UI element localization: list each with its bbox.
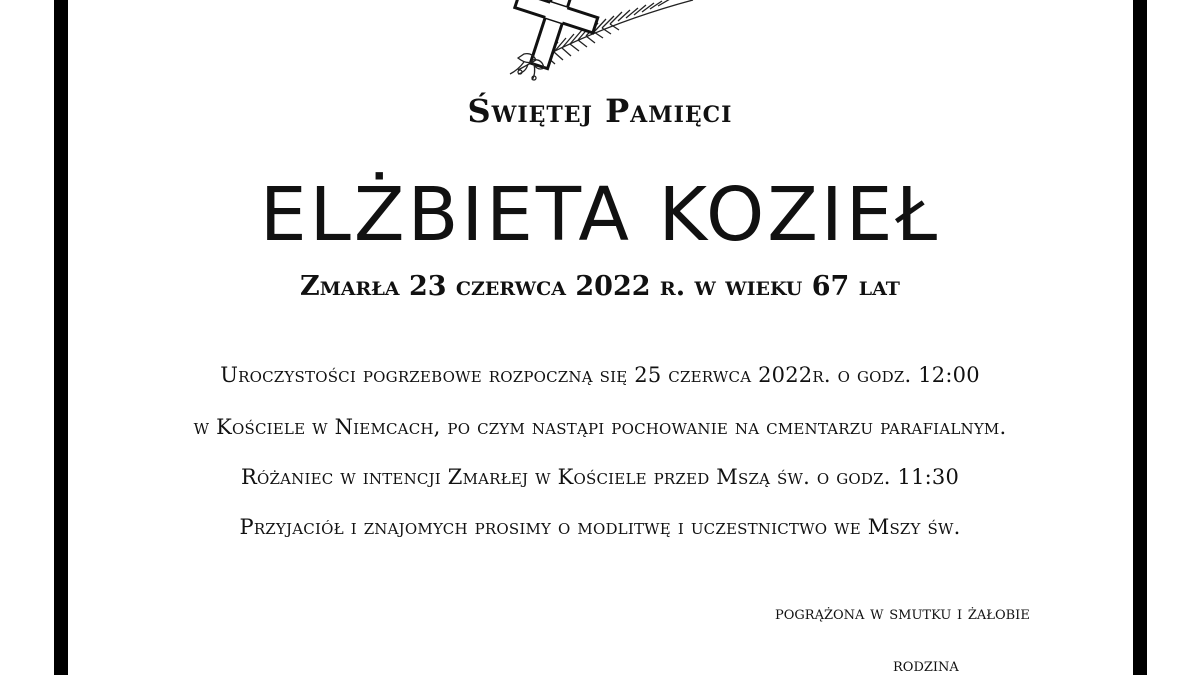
heading-in-memory: Świętej Pamięci xyxy=(467,92,733,130)
invitation-line: Przyjaciół i znajomych prosimy o modlitwę i uczestnictwo we Mszy św. xyxy=(239,515,961,539)
funeral-info-line-1: Uroczystości pogrzebowe rozpoczną się 25 czerwca 2022r. o godz. 12:00 xyxy=(220,363,980,387)
rosary-info-line: Różaniec w intencji Zmarłej w Kościele przed Mszą św. o godz. 11:30 xyxy=(240,465,960,489)
closing-line: pogrążona w smutku i żałobie xyxy=(775,603,1030,624)
signature-family: rodzina xyxy=(893,655,959,675)
cross-with-palm-icon xyxy=(498,0,698,88)
deceased-name: ELŻBIETA KOZIEŁ xyxy=(259,172,941,258)
funeral-info-line-2: w Kościele w Niemcach, po czym nastąpi pochowanie na cmentarzu parafialnym. xyxy=(193,415,1007,439)
death-date-line: Zmarła 23 czerwca 2022 r. w wieku 67 lat xyxy=(300,271,900,302)
